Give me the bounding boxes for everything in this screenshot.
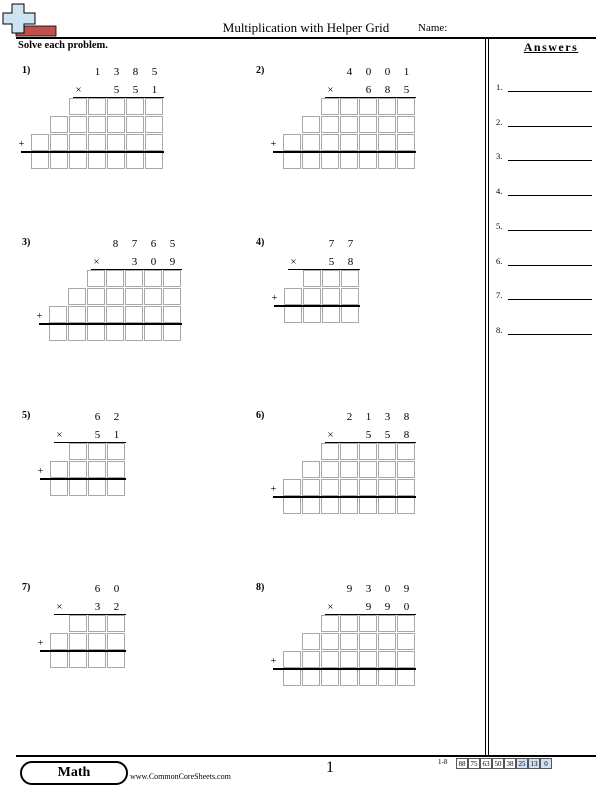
partial-product-cell[interactable] bbox=[359, 479, 377, 496]
multiplier-digit: 5 bbox=[403, 84, 410, 96]
partial-product-cell[interactable] bbox=[107, 633, 125, 650]
answer-cell[interactable] bbox=[107, 152, 125, 169]
partial-product-cell[interactable] bbox=[340, 461, 358, 478]
score-cell: 88 bbox=[456, 758, 468, 769]
answer-cell[interactable] bbox=[50, 651, 68, 668]
partial-product-cell[interactable] bbox=[340, 443, 358, 460]
partial-product-cell[interactable] bbox=[378, 651, 396, 668]
times-operator: × bbox=[327, 601, 334, 613]
answer-cell[interactable] bbox=[302, 152, 320, 169]
multiplicand-digit: 6 bbox=[150, 238, 157, 250]
multiplicand-digit: 0 bbox=[384, 66, 391, 78]
partial-product-cell[interactable] bbox=[88, 443, 106, 460]
sum-rule bbox=[274, 305, 360, 307]
multiplier-digit: 8 bbox=[347, 256, 354, 268]
multiplier-digit: 5 bbox=[113, 84, 120, 96]
partial-product-cell[interactable] bbox=[322, 270, 340, 287]
multiplicand-digit: 3 bbox=[384, 411, 391, 423]
partial-product-cell[interactable] bbox=[303, 270, 321, 287]
times-operator: × bbox=[290, 256, 297, 268]
partial-product-cell[interactable] bbox=[87, 288, 105, 305]
partial-product-cell[interactable] bbox=[397, 116, 415, 133]
partial-product-cell[interactable] bbox=[87, 270, 105, 287]
partial-product-cell[interactable] bbox=[125, 288, 143, 305]
partial-product-cell[interactable] bbox=[126, 116, 144, 133]
answer-cell[interactable] bbox=[397, 152, 415, 169]
answer-cell[interactable] bbox=[378, 152, 396, 169]
answer-blank[interactable] bbox=[508, 230, 592, 231]
problem-label: 1) bbox=[22, 65, 31, 76]
partial-product-cell[interactable] bbox=[107, 134, 125, 151]
answer-cell[interactable] bbox=[340, 152, 358, 169]
partial-product-cell[interactable] bbox=[163, 270, 181, 287]
partial-product-cell[interactable] bbox=[88, 461, 106, 478]
times-operator: × bbox=[56, 601, 63, 613]
partial-product-cell[interactable] bbox=[321, 615, 339, 632]
partial-product-cell[interactable] bbox=[378, 134, 396, 151]
partial-product-cell[interactable] bbox=[145, 98, 163, 115]
partial-product-cell[interactable] bbox=[378, 615, 396, 632]
multiplier-digit: 0 bbox=[150, 256, 157, 268]
sum-rule bbox=[273, 151, 416, 153]
partial-product-cell[interactable] bbox=[397, 479, 415, 496]
multiplicand-digit: 4 bbox=[346, 66, 353, 78]
answer-cell[interactable] bbox=[88, 479, 106, 496]
multiplier-digit: 3 bbox=[94, 601, 101, 613]
multiplicand-digit: 8 bbox=[112, 238, 119, 250]
partial-product-cell[interactable] bbox=[303, 288, 321, 305]
partial-product-cell[interactable] bbox=[284, 288, 302, 305]
partial-product-cell[interactable] bbox=[340, 479, 358, 496]
partial-product-cell[interactable] bbox=[378, 116, 396, 133]
partial-product-cell[interactable] bbox=[302, 116, 320, 133]
multiplicand-digit: 6 bbox=[94, 583, 101, 595]
partial-product-cell[interactable] bbox=[69, 633, 87, 650]
partial-product-cell[interactable] bbox=[68, 306, 86, 323]
sum-rule bbox=[40, 478, 126, 480]
partial-product-cell[interactable] bbox=[283, 651, 301, 668]
multiplicand-digit: 1 bbox=[365, 411, 372, 423]
website-link[interactable]: www.CommonCoreSheets.com bbox=[130, 772, 231, 781]
answer-cell[interactable] bbox=[68, 324, 86, 341]
partial-product-cell[interactable] bbox=[340, 651, 358, 668]
multiplier-digit: 5 bbox=[94, 429, 101, 441]
partial-product-cell[interactable] bbox=[144, 270, 162, 287]
sum-rule bbox=[273, 496, 416, 498]
partial-product-cell[interactable] bbox=[397, 443, 415, 460]
partial-product-cell[interactable] bbox=[87, 306, 105, 323]
answer-number: 2. bbox=[496, 116, 503, 127]
answer-cell[interactable] bbox=[359, 152, 377, 169]
multiplier-digit: 8 bbox=[384, 84, 391, 96]
sum-rule bbox=[21, 151, 164, 153]
partial-product-cell[interactable] bbox=[125, 306, 143, 323]
answer-cell[interactable] bbox=[126, 152, 144, 169]
partial-product-cell[interactable] bbox=[283, 479, 301, 496]
answer-cell[interactable] bbox=[49, 324, 67, 341]
partial-product-cell[interactable] bbox=[397, 98, 415, 115]
answer-cell[interactable] bbox=[321, 669, 339, 686]
multiplicand-digit: 5 bbox=[151, 66, 158, 78]
partial-product-cell[interactable] bbox=[359, 98, 377, 115]
partial-product-cell[interactable] bbox=[144, 288, 162, 305]
partial-product-cell[interactable] bbox=[397, 615, 415, 632]
partial-product-cell[interactable] bbox=[145, 134, 163, 151]
answer-cell[interactable] bbox=[107, 651, 125, 668]
score-cell: 75 bbox=[468, 758, 480, 769]
multiplier-digit: 1 bbox=[151, 84, 158, 96]
partial-product-cell[interactable] bbox=[359, 134, 377, 151]
multiplier-digit: 0 bbox=[403, 601, 410, 613]
partial-product-cell[interactable] bbox=[397, 633, 415, 650]
answer-cell[interactable] bbox=[31, 152, 49, 169]
plus-sign: + bbox=[270, 656, 277, 667]
answer-number: 5. bbox=[496, 220, 503, 231]
multiplier-digit: 3 bbox=[131, 256, 138, 268]
partial-product-cell[interactable] bbox=[88, 615, 106, 632]
partial-product-cell[interactable] bbox=[163, 288, 181, 305]
multiplicand-digit: 0 bbox=[113, 583, 120, 595]
partial-product-cell[interactable] bbox=[69, 98, 87, 115]
partial-product-cell[interactable] bbox=[359, 651, 377, 668]
partial-product-cell[interactable] bbox=[359, 461, 377, 478]
answer-cell[interactable] bbox=[302, 669, 320, 686]
answer-cell[interactable] bbox=[359, 669, 377, 686]
partial-product-cell[interactable] bbox=[50, 116, 68, 133]
answer-cell[interactable] bbox=[125, 324, 143, 341]
partial-product-cell[interactable] bbox=[302, 651, 320, 668]
answer-cell[interactable] bbox=[69, 479, 87, 496]
answer-cell[interactable] bbox=[321, 497, 339, 514]
partial-product-cell[interactable] bbox=[107, 615, 125, 632]
answer-cell[interactable] bbox=[378, 669, 396, 686]
answer-cell[interactable] bbox=[69, 651, 87, 668]
score-table bbox=[456, 758, 552, 769]
multiplier-digit: 5 bbox=[328, 256, 335, 268]
sum-rule bbox=[39, 323, 182, 325]
answer-cell[interactable] bbox=[397, 669, 415, 686]
multiplicand-digit: 1 bbox=[94, 66, 101, 78]
plus-sign: + bbox=[37, 466, 44, 477]
multiplier-digit: 5 bbox=[132, 84, 139, 96]
partial-product-cell[interactable] bbox=[359, 633, 377, 650]
answer-cell[interactable] bbox=[145, 152, 163, 169]
score-cell: 0 bbox=[540, 758, 552, 769]
times-operator: × bbox=[56, 429, 63, 441]
answer-number: 1. bbox=[496, 82, 503, 92]
answer-cell[interactable] bbox=[87, 324, 105, 341]
problem-label: 3) bbox=[22, 237, 31, 248]
partial-product-cell[interactable] bbox=[378, 479, 396, 496]
partial-product-cell[interactable] bbox=[69, 134, 87, 151]
partial-product-cell[interactable] bbox=[340, 98, 358, 115]
problem-label: 2) bbox=[256, 65, 265, 76]
multiplicand-digit: 7 bbox=[328, 238, 335, 250]
partial-product-cell[interactable] bbox=[69, 443, 87, 460]
partial-product-cell[interactable] bbox=[321, 651, 339, 668]
answer-blank[interactable] bbox=[508, 299, 592, 300]
multiplicand-digit: 7 bbox=[131, 238, 138, 250]
multiplicand-digit: 7 bbox=[347, 238, 354, 250]
column-divider bbox=[485, 37, 489, 755]
multiplier-digit: 5 bbox=[384, 429, 391, 441]
answer-cell[interactable] bbox=[397, 497, 415, 514]
answer-blank[interactable] bbox=[508, 195, 592, 196]
partial-product-cell[interactable] bbox=[69, 615, 87, 632]
times-operator: × bbox=[75, 84, 82, 96]
times-operator: × bbox=[327, 84, 334, 96]
problem-label: 6) bbox=[256, 410, 265, 421]
answer-blank[interactable] bbox=[508, 91, 592, 92]
multiplicand-digit: 3 bbox=[365, 583, 372, 595]
multiplicand-digit: 0 bbox=[384, 583, 391, 595]
partial-product-cell[interactable] bbox=[322, 288, 340, 305]
multiplier-digit: 1 bbox=[113, 429, 120, 441]
multiplier-digit: 5 bbox=[365, 429, 372, 441]
multiplicand-digit: 2 bbox=[346, 411, 353, 423]
partial-product-cell[interactable] bbox=[340, 134, 358, 151]
partial-product-cell[interactable] bbox=[69, 461, 87, 478]
partial-product-cell[interactable] bbox=[378, 461, 396, 478]
multiplicand-digit: 9 bbox=[403, 583, 410, 595]
multiplier-digit: 9 bbox=[169, 256, 176, 268]
partial-product-cell[interactable] bbox=[68, 288, 86, 305]
partial-product-cell[interactable] bbox=[378, 443, 396, 460]
plus-sign: + bbox=[270, 139, 277, 150]
multiplicand-digit: 9 bbox=[346, 583, 353, 595]
answer-cell[interactable] bbox=[69, 152, 87, 169]
answer-number: 3. bbox=[496, 151, 503, 162]
plus-sign: + bbox=[36, 311, 43, 322]
page-number: 1 bbox=[326, 759, 334, 776]
partial-product-cell[interactable] bbox=[50, 461, 68, 478]
partial-product-cell[interactable] bbox=[321, 98, 339, 115]
partial-product-cell[interactable] bbox=[302, 134, 320, 151]
multiplier-digit: 2 bbox=[113, 601, 120, 613]
problem-label: 4) bbox=[256, 237, 265, 248]
partial-product-cell[interactable] bbox=[340, 615, 358, 632]
times-operator: × bbox=[327, 429, 334, 441]
partial-product-cell[interactable] bbox=[321, 134, 339, 151]
multiplicand-digit: 5 bbox=[169, 238, 176, 250]
answer-cell[interactable] bbox=[303, 306, 321, 323]
partial-product-cell[interactable] bbox=[359, 443, 377, 460]
partial-product-cell[interactable] bbox=[378, 633, 396, 650]
score-cell: 63 bbox=[480, 758, 492, 769]
answer-cell[interactable] bbox=[359, 497, 377, 514]
score-cell: 38 bbox=[504, 758, 516, 769]
answer-cell[interactable] bbox=[50, 479, 68, 496]
partial-product-cell[interactable] bbox=[144, 306, 162, 323]
sum-rule bbox=[40, 650, 126, 652]
score-cell: 13 bbox=[528, 758, 540, 769]
partial-product-cell[interactable] bbox=[378, 98, 396, 115]
multiplicand-digit: 6 bbox=[94, 411, 101, 423]
answer-cell[interactable] bbox=[378, 497, 396, 514]
problem-label: 8) bbox=[256, 582, 265, 593]
partial-product-cell[interactable] bbox=[107, 116, 125, 133]
answer-cell[interactable] bbox=[88, 651, 106, 668]
answer-number: 6. bbox=[496, 255, 503, 266]
answer-blank[interactable] bbox=[508, 265, 592, 266]
partial-product-cell[interactable] bbox=[126, 134, 144, 151]
answer-cell[interactable] bbox=[321, 152, 339, 169]
plus-sign: + bbox=[271, 293, 278, 304]
partial-product-cell[interactable] bbox=[106, 288, 124, 305]
partial-product-cell[interactable] bbox=[302, 479, 320, 496]
answer-cell[interactable] bbox=[283, 669, 301, 686]
partial-product-cell[interactable] bbox=[321, 633, 339, 650]
multiplicand-digit: 2 bbox=[113, 411, 120, 423]
answer-cell[interactable] bbox=[107, 479, 125, 496]
sum-rule bbox=[273, 668, 416, 670]
subject-badge: Math bbox=[20, 761, 128, 785]
partial-product-cell[interactable] bbox=[88, 134, 106, 151]
multiplier-digit: 6 bbox=[365, 84, 372, 96]
partial-product-cell[interactable] bbox=[50, 134, 68, 151]
page-title: Multiplication with Helper Grid bbox=[222, 20, 390, 35]
multiplier-digit: 8 bbox=[403, 429, 410, 441]
footer-divider bbox=[16, 755, 596, 757]
answer-number: 8. bbox=[496, 324, 503, 335]
problem-label: 5) bbox=[22, 410, 31, 421]
answer-cell[interactable] bbox=[283, 497, 301, 514]
partial-product-cell[interactable] bbox=[49, 306, 67, 323]
partial-product-cell[interactable] bbox=[397, 651, 415, 668]
answer-blank[interactable] bbox=[508, 334, 592, 335]
instructions: Solve each problem. bbox=[18, 40, 108, 51]
answer-blank[interactable] bbox=[508, 160, 592, 161]
answer-cell[interactable] bbox=[106, 324, 124, 341]
score-cell: 25 bbox=[516, 758, 528, 769]
multiplier-digit: 9 bbox=[365, 601, 372, 613]
plus-sign: + bbox=[270, 484, 277, 495]
partial-product-cell[interactable] bbox=[340, 633, 358, 650]
partial-product-cell[interactable] bbox=[50, 633, 68, 650]
answer-cell[interactable] bbox=[284, 306, 302, 323]
multiplicand-digit: 1 bbox=[403, 66, 410, 78]
partial-product-cell[interactable] bbox=[163, 306, 181, 323]
multiplier-digit: 9 bbox=[384, 601, 391, 613]
partial-product-cell[interactable] bbox=[145, 116, 163, 133]
problem-label: 7) bbox=[22, 582, 31, 593]
partial-product-cell[interactable] bbox=[107, 98, 125, 115]
score-cell: 50 bbox=[492, 758, 504, 769]
multiplicand-digit: 3 bbox=[113, 66, 120, 78]
answer-cell[interactable] bbox=[163, 324, 181, 341]
answer-blank[interactable] bbox=[508, 126, 592, 127]
name-label: Name: bbox=[418, 22, 448, 34]
partial-product-cell[interactable] bbox=[88, 116, 106, 133]
partial-product-cell[interactable] bbox=[31, 134, 49, 151]
partial-product-cell[interactable] bbox=[341, 288, 359, 305]
partial-product-cell[interactable] bbox=[302, 461, 320, 478]
score-range-label: 1-8 bbox=[438, 758, 448, 766]
partial-product-cell[interactable] bbox=[69, 116, 87, 133]
partial-product-cell[interactable] bbox=[88, 98, 106, 115]
answer-cell[interactable] bbox=[322, 306, 340, 323]
plus-sign: + bbox=[37, 638, 44, 649]
multiplicand-digit: 8 bbox=[403, 411, 410, 423]
multiplicand-digit: 8 bbox=[132, 66, 139, 78]
plus-sign: + bbox=[18, 139, 25, 150]
partial-product-cell[interactable] bbox=[283, 134, 301, 151]
answer-number: 7. bbox=[496, 290, 503, 301]
answer-cell[interactable] bbox=[341, 306, 359, 323]
partial-product-cell[interactable] bbox=[107, 443, 125, 460]
partial-product-cell[interactable] bbox=[340, 116, 358, 133]
partial-product-cell[interactable] bbox=[341, 270, 359, 287]
times-operator: × bbox=[93, 256, 100, 268]
answer-cell[interactable] bbox=[50, 152, 68, 169]
answer-cell[interactable] bbox=[302, 497, 320, 514]
answer-cell[interactable] bbox=[340, 497, 358, 514]
header-divider bbox=[16, 37, 596, 39]
partial-product-cell[interactable] bbox=[125, 270, 143, 287]
answers-title: Answers bbox=[523, 40, 579, 54]
answer-cell[interactable] bbox=[144, 324, 162, 341]
answer-cell[interactable] bbox=[340, 669, 358, 686]
partial-product-cell[interactable] bbox=[107, 461, 125, 478]
partial-product-cell[interactable] bbox=[106, 306, 124, 323]
partial-product-cell[interactable] bbox=[359, 615, 377, 632]
partial-product-cell[interactable] bbox=[106, 270, 124, 287]
partial-product-cell[interactable] bbox=[126, 98, 144, 115]
answer-cell[interactable] bbox=[88, 152, 106, 169]
partial-product-cell[interactable] bbox=[397, 134, 415, 151]
partial-product-cell[interactable] bbox=[321, 443, 339, 460]
partial-product-cell[interactable] bbox=[88, 633, 106, 650]
partial-product-cell[interactable] bbox=[321, 479, 339, 496]
partial-product-cell[interactable] bbox=[302, 633, 320, 650]
partial-product-cell[interactable] bbox=[321, 461, 339, 478]
partial-product-cell[interactable] bbox=[397, 461, 415, 478]
partial-product-cell[interactable] bbox=[321, 116, 339, 133]
multiplicand-digit: 0 bbox=[365, 66, 372, 78]
partial-product-cell[interactable] bbox=[359, 116, 377, 133]
answer-number: 4. bbox=[496, 186, 503, 197]
answer-cell[interactable] bbox=[283, 152, 301, 169]
